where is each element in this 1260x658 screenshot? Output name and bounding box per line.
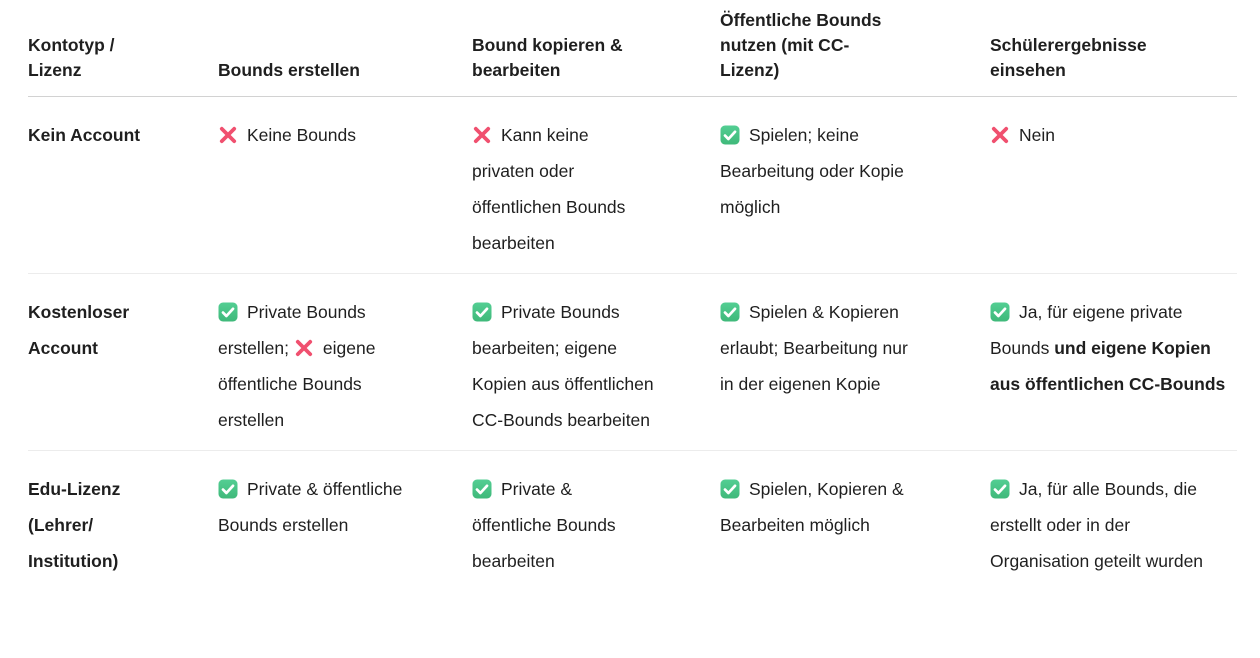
cross-icon [218,125,238,145]
cell-content [218,294,408,438]
table-cell [218,294,472,438]
column-header-label: Öffentliche Bounds nutzen (mit CC-Lizenz) [720,10,882,80]
cross-icon [294,338,314,358]
table-body [28,97,1237,591]
cell-text-bold: und eigene Kopien aus öffentlichen CC-Bounds [990,338,1226,394]
cell-content [472,294,654,438]
check-icon [990,479,1010,499]
cell-text: Private Bounds erstellen; [218,302,366,358]
column-header-label: Kontotyp / Lizenz [28,35,115,80]
column-header-label: Bounds erstellen [218,60,360,80]
table-cell [990,471,1237,579]
table-row [28,274,1237,451]
check-icon [720,302,740,322]
cell-text: Keine Bounds [247,125,356,145]
cell-content [472,117,654,261]
table-cell [472,294,720,438]
cell-content [720,471,922,543]
check-icon [472,479,492,499]
column-header-schuelerergebnisse [990,8,1237,96]
cell-text: Ja, für eigene private Bounds [990,302,1183,358]
cell-text: Kann keine privaten oder öffentlichen Bounds bearbeiten [472,125,626,253]
cell-text: Spielen, Kopieren & Bearbeiten möglich [720,479,904,535]
cell-text: Private Bounds bearbeiten; eigene Kopien aus öffentlichen CC-Bounds bearbeiten [472,302,654,430]
table-cell [990,294,1237,438]
account-comparison-table [28,8,1237,591]
column-header-label: Bound kopieren & bearbeiten [472,35,623,80]
row-label: Kostenloser Account [28,302,130,358]
row-label-cell [28,471,218,579]
column-header-bound-kopieren [472,8,720,96]
cell-text: Private & öffentliche Bounds erstellen [218,479,403,535]
table-cell [720,117,990,261]
cell-content [472,471,654,579]
cross-icon [472,125,492,145]
cell-content [218,117,408,153]
row-label: Edu-Lizenz (Lehrer/ Institution) [28,479,121,571]
cell-content [218,471,408,543]
cell-content [720,294,922,402]
check-icon [990,302,1010,322]
table-cell [218,471,472,579]
cell-text: Private & öffentliche Bounds bearbeiten [472,479,616,571]
table-header-row [28,8,1237,97]
cross-icon [990,125,1010,145]
table-cell [218,117,472,261]
cell-text: Spielen & Kopieren erlaubt; Bearbeitung nur in der eigenen Kopie [720,302,908,394]
check-icon [720,479,740,499]
table-cell [720,294,990,438]
check-icon [720,125,740,145]
cell-text: eigene öffentliche Bounds erstellen [218,338,376,430]
table-cell [720,471,990,579]
column-header-bounds-erstellen [218,8,472,96]
cell-content [990,471,1230,579]
cell-text: Ja, für alle Bounds, die erstellt oder in der Organisation geteilt wurden [990,479,1204,571]
table-cell [990,117,1237,261]
cell-text: Spielen; keine Bearbeitung oder Kopie möglich [720,125,904,217]
row-label: Kein Account [28,125,141,145]
column-header-label: Schülerergebnisse einsehen [990,35,1147,80]
column-header-kontotyp [28,8,218,96]
table-row [28,451,1237,591]
column-header-oeffentliche-bounds [720,8,990,96]
table-cell [472,117,720,261]
cell-text: Nein [1019,125,1055,145]
check-icon [218,302,238,322]
table-cell [472,471,720,579]
cell-content [720,117,922,225]
row-label-cell [28,117,218,261]
check-icon [218,479,238,499]
row-label-cell [28,294,218,438]
cell-content [990,117,1230,153]
check-icon [472,302,492,322]
cell-content [990,294,1230,402]
table-row [28,97,1237,274]
